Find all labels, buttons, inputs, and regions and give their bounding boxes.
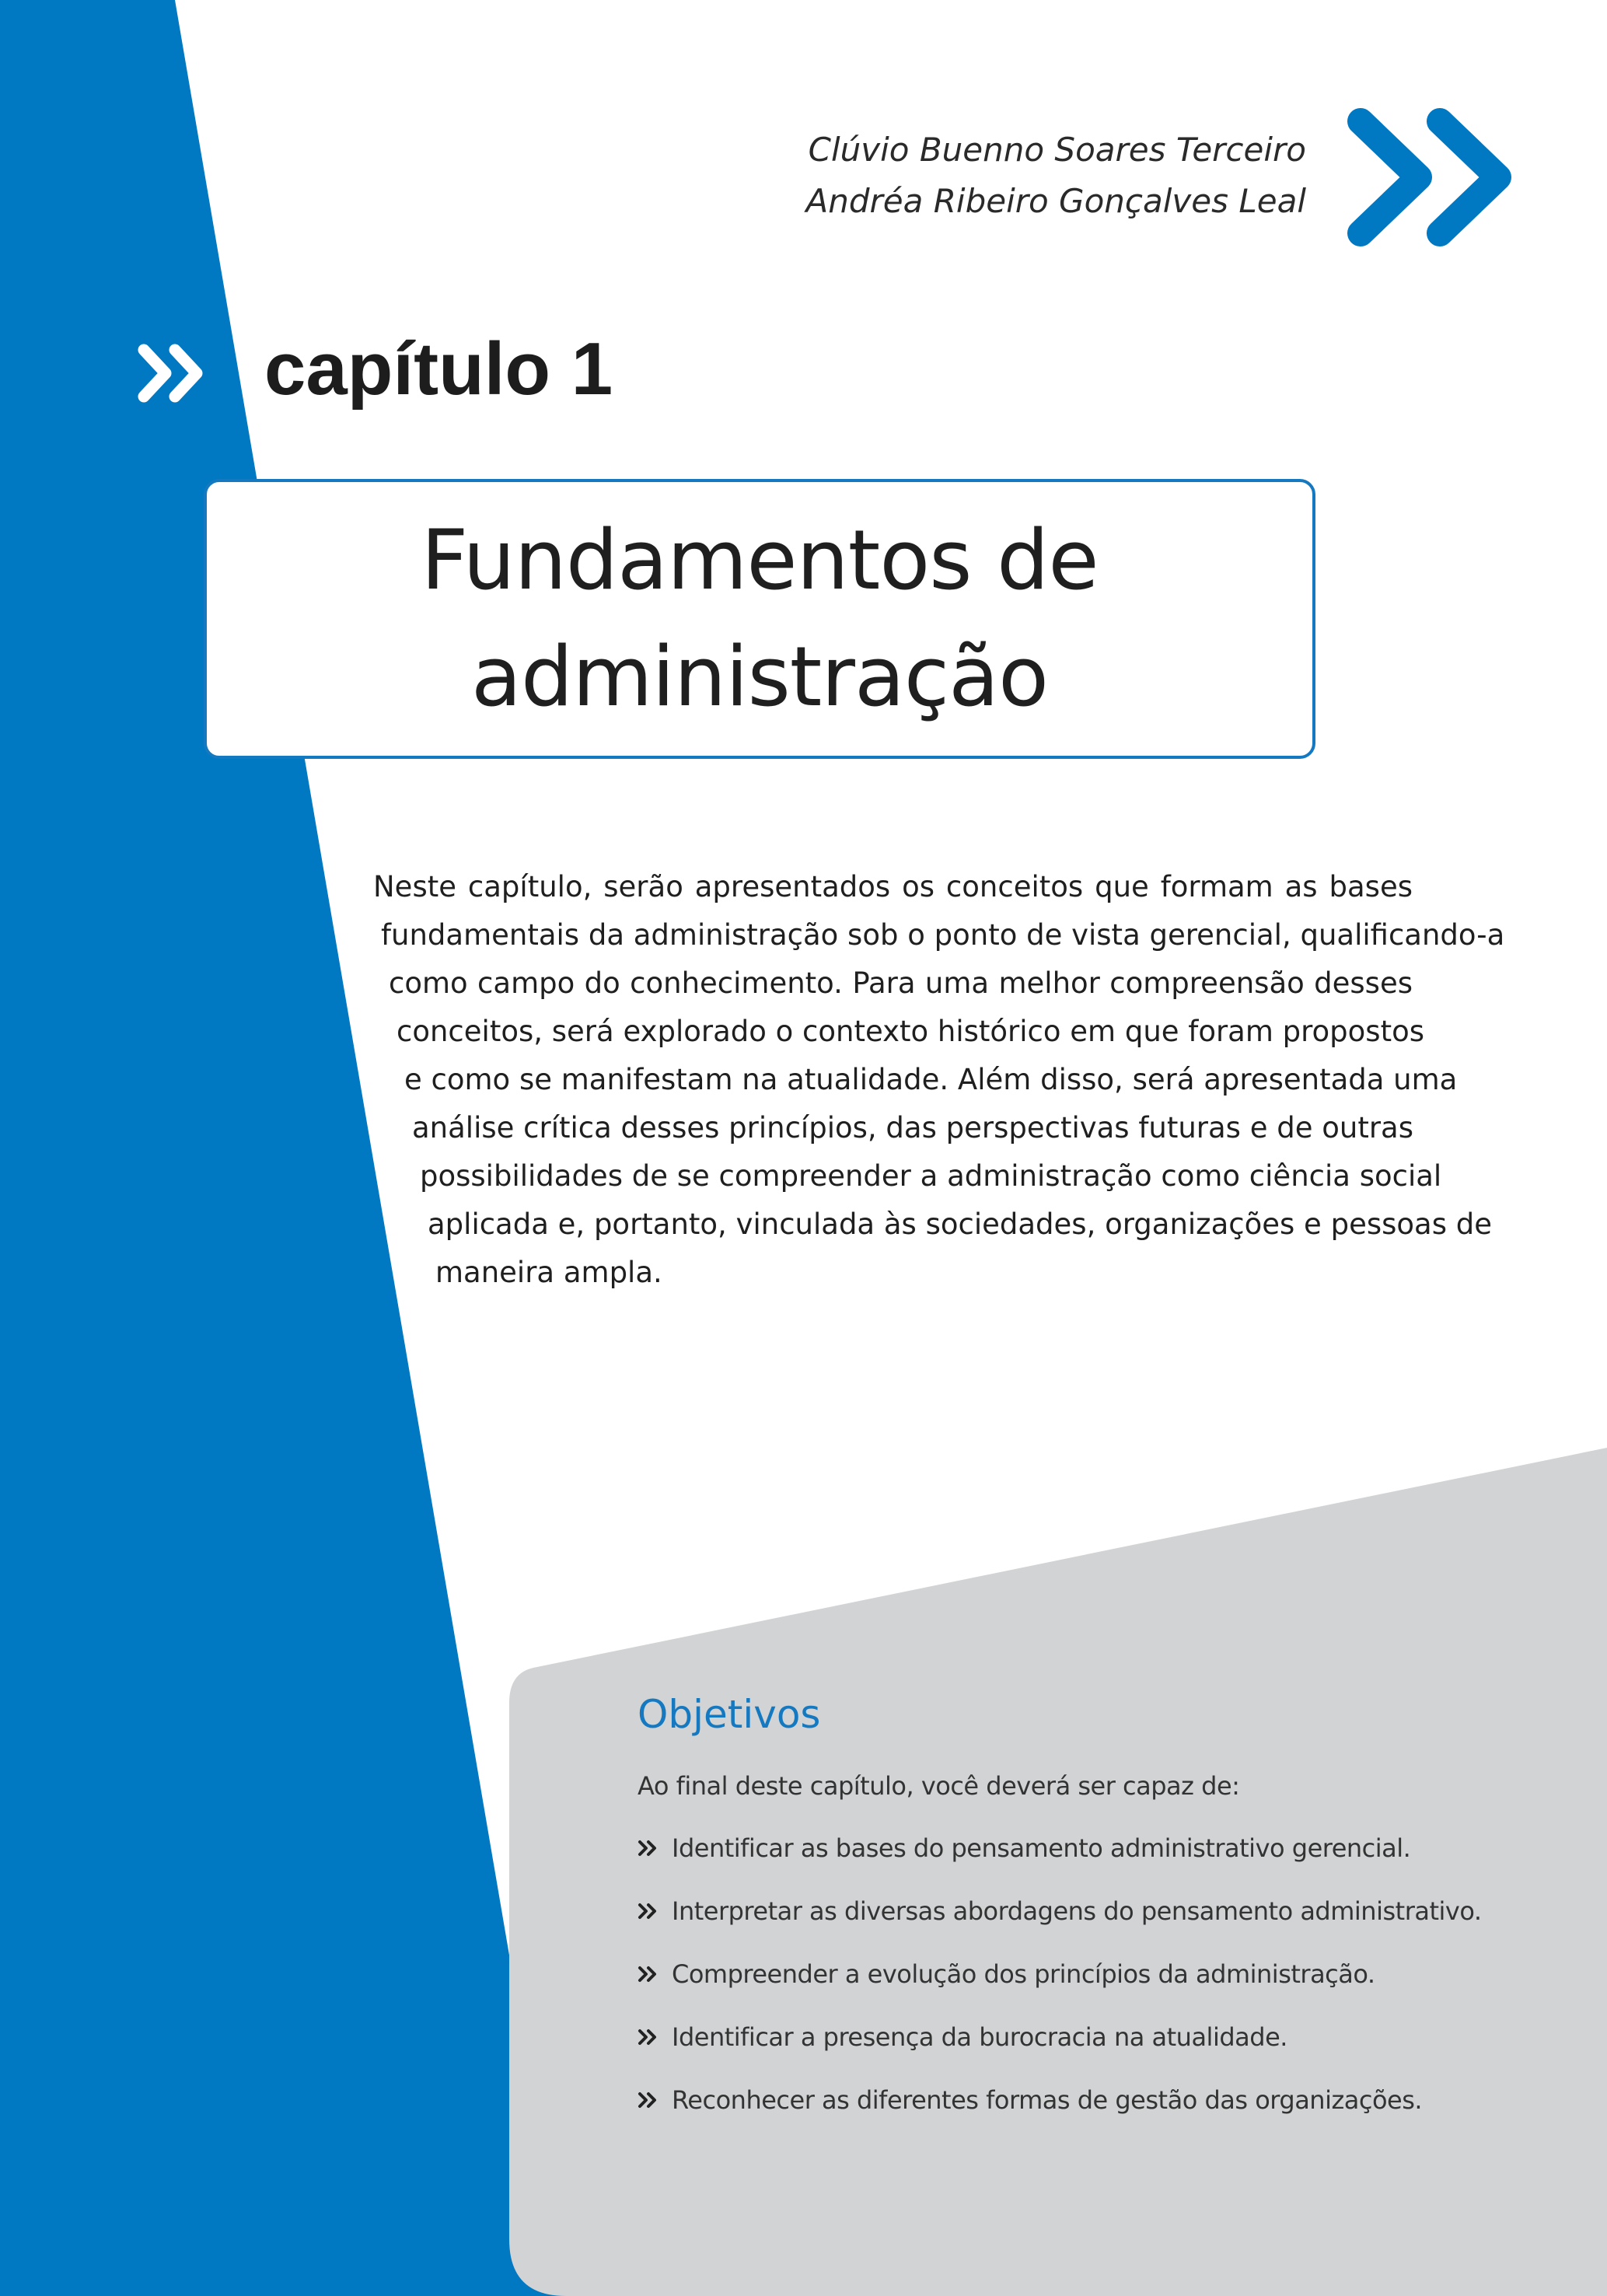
objective-text: Interpretar as diversas abordagens do pensamento administrativo. bbox=[672, 1896, 1482, 1926]
double-chevron-right-icon bbox=[638, 1955, 672, 1994]
double-chevron-right-icon bbox=[638, 1829, 672, 1868]
chapter-title-line-2: administração bbox=[471, 629, 1048, 725]
intro-line: aplicada e, portanto, vinculada às sociedades, organizações e pessoas de bbox=[428, 1207, 1492, 1241]
intro-line: Neste capítulo, serão apresentados os conceitos que formam as bases bbox=[373, 870, 1413, 903]
objectives-heading: Objetivos bbox=[638, 1692, 821, 1737]
objectives-list bbox=[638, 1829, 1482, 2144]
objective-text: Identificar a presença da burocracia na atualidade. bbox=[672, 2022, 1287, 2052]
chapter-title-box bbox=[204, 479, 1315, 759]
intro-line: maneira ampla. bbox=[435, 1256, 662, 1289]
intro-line: possibilidades de se compreender a administração como ciência social bbox=[420, 1159, 1442, 1193]
double-chevron-right-icon bbox=[1345, 100, 1516, 255]
list-item bbox=[638, 1892, 1482, 1955]
objective-text: Reconhecer as diferentes formas de gestão das organizações. bbox=[672, 2085, 1423, 2115]
double-chevron-right-icon bbox=[638, 2018, 672, 2057]
intro-line: análise crítica desses princípios, das perspectivas futuras e de outras bbox=[412, 1111, 1413, 1145]
list-item bbox=[638, 2081, 1482, 2144]
chapter-label: capítulo 1 bbox=[264, 327, 613, 411]
double-chevron-right-icon bbox=[638, 1892, 672, 1931]
list-item bbox=[638, 1829, 1482, 1892]
objective-text: Compreender a evolução dos princípios da administração. bbox=[672, 1959, 1375, 1989]
list-item bbox=[638, 1955, 1482, 2018]
intro-line: e como se manifestam na atualidade. Além disso, será apresentada uma bbox=[404, 1063, 1458, 1096]
author-1: Clúvio Buenno Soares Terceiro bbox=[808, 131, 1306, 169]
objectives-lead: Ao final deste capítulo, você deverá ser capaz de: bbox=[638, 1771, 1240, 1801]
author-names bbox=[806, 124, 1306, 227]
list-item bbox=[638, 2018, 1482, 2081]
intro-line: fundamentais da administração sob o ponto de vista gerencial, qualificando-a bbox=[381, 918, 1505, 952]
author-2: Andréa Ribeiro Gonçalves Leal bbox=[805, 182, 1306, 220]
double-chevron-right-icon bbox=[638, 2081, 672, 2120]
intro-line: como campo do conhecimento. Para uma melhor compreensão desses bbox=[389, 966, 1413, 1000]
chapter-title-line-1: Fundamentos de bbox=[421, 512, 1099, 608]
objective-text: Identificar as bases do pensamento administrativo gerencial. bbox=[672, 1833, 1411, 1863]
double-chevron-right-icon bbox=[136, 342, 214, 404]
intro-line: conceitos, será explorado o contexto histórico em que foram propostos bbox=[397, 1015, 1424, 1048]
